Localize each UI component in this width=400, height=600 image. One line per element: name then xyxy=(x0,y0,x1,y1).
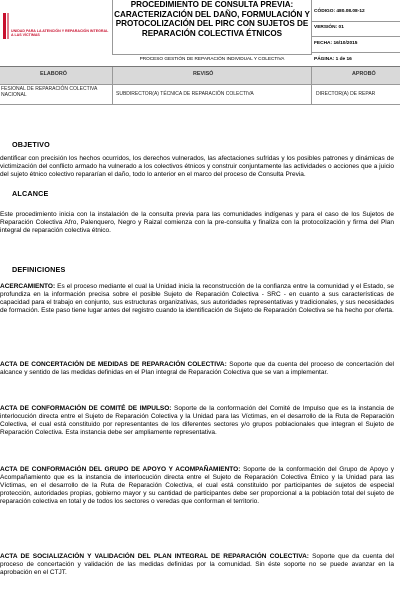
logo-text: UNIDAD PARA LA ATENCIÓN Y REPARACIÓN INTEGRAL A LAS VÍCTIMAS xyxy=(11,29,109,38)
definition-item xyxy=(0,361,394,377)
logo-icon-stripe xyxy=(7,13,9,39)
alcance-text: Este procedimiento inicia con la instalación de la consulta previa para las comunidades indígenas y para el caso de los Sujetos de Reparación Colectiva Afro, Palenquero, Negro y Raizal comienza con la pre-consulta y finaliza con la protocolización y firma del Plan integral de reparación colectiva étnico. xyxy=(0,211,394,235)
definition-item xyxy=(0,283,394,315)
elaboro-value: FESIONAL DE REPARACIÓN COLECTIVA NACIONAL xyxy=(1,86,98,99)
document-title: PROCEDIMIENTO DE CONSULTA PREVIA: CARACTERIZACIÓN DEL DAÑO, FORMULACIÓN Y PROTOCOLIZACIÓN DEL PIRC CON SUJETOS DE REPARACIÓN COLECTIVA ÉTNICOS xyxy=(114,0,310,38)
title-cell xyxy=(113,0,312,61)
definition-item xyxy=(0,553,394,577)
reviso-label: REVISÓ xyxy=(193,71,214,77)
divider xyxy=(311,67,312,104)
logo-cell xyxy=(0,0,113,55)
divider xyxy=(312,36,400,37)
section-title-alcance: ALCANCE xyxy=(12,189,49,198)
definition-text: Soporte de la conformación del Grupo de Apoyo y Acompañamiento que es la instancia de interlocución directa entre el Sujeto de Reparación Colectiva Étnico y la Unidad para las Víctimas, en el desarrollo de la Ruta de Reparación Colectiva, el cual está constituido por participantes de sujetos de especial protección, autoridades propias, gobierno mayor y su cantidad de participantes debe ser proporcional a la población total del sujeto de reparación colectiva en total y de todos los sectores o veredas que conforman el territorio. xyxy=(0,466,394,506)
document-header xyxy=(0,0,400,67)
definition-text: Soporte que da cuenta del proceso de concertación del alcance y sentido de las medidas definidas en el Plan integral de Reparación Colectiva que se van a implementar. xyxy=(0,361,395,377)
definition-term: ACTA DE CONCERTACIÓN DE MEDIDAS DE REPARACIÓN COLECTIVA: xyxy=(0,361,227,368)
definition-term: ACTA DE SOCIALIZACIÓN Y VALIDACIÓN DEL PLAN INTEGRAL DE REPARACIÓN COLECTIVA: xyxy=(0,553,309,560)
document-date: FECHA: 16/10/2015 xyxy=(314,41,358,46)
aprobo-label: APROBÓ xyxy=(352,71,376,77)
definition-term: ACTA DE CONFORMACIÓN DEL GRUPO DE APOYO Y ACOMPAÑAMIENTO: xyxy=(0,466,241,473)
divider xyxy=(312,52,400,53)
document-code: CÓDIGO: 480.08.08-12 xyxy=(314,9,365,14)
page-number: PÁGINA: 1 de 16 xyxy=(314,57,352,62)
aprobo-value: DIRECTOR(A) DE REPAR xyxy=(316,91,376,97)
metadata-cell xyxy=(312,0,400,66)
definition-text: Soporte que da cuenta del proceso de concertación y validación de las medidas definidas por la comunidad. Sin éste soporte no se puede avanzar en la aprobación en el CTJT. xyxy=(0,553,395,577)
section-title-objetivo: OBJETIVO xyxy=(12,140,50,149)
definition-term: ACERCAMIENTO: xyxy=(0,283,56,290)
divider xyxy=(112,67,113,104)
elaboro-label: ELABORÓ xyxy=(40,71,67,77)
logo-icon xyxy=(3,13,6,39)
reviso-value: SUBDIRECTOR(A) TÉCNICA DE REPARACIÓN COLECTIVA xyxy=(116,91,254,97)
definition-term: ACTA DE CONFORMACIÓN DE COMITÉ DE IMPULSO: xyxy=(0,405,172,412)
process-name: PROCESO GESTIÓN DE REPARACIÓN INDIVIDUAL Y COLECTIVA xyxy=(113,54,311,63)
roles-header-row xyxy=(0,67,400,85)
roles-value-row xyxy=(0,85,400,105)
divider xyxy=(312,21,400,22)
document-version: VERSIÓN: 01 xyxy=(314,25,344,30)
definition-text: Es el proceso mediante el cual la Unidad inicia la reconstrucción de la confianza entre la comunidad y el Estado, se profundiza en la información precisa sobre el posible Sujeto de Reparación Colectiva - SRC - en cuanto a sus características de capacidad para el trabajo en conjunto, sus estructuras organizativas, sus autoridades representativas y tradicionales, y sus necesidades de formación. Este paso tiene lugar antes del registro cuando la identificación de Sujeto de Reparación Colectiva se ha hecho por oferta. xyxy=(0,283,394,315)
definition-item xyxy=(0,466,394,506)
section-title-definiciones: DEFINICIONES xyxy=(12,265,66,274)
definition-text: Soporte de la conformación del Comité de Impulso que es la instancia de interlocución directa entre el Sujeto de Reparación Colectiva y la Unidad para las Víctimas, en el desarrollo de la Ruta de Reparación Colectiva, el cual está constituido por representantes de los diferentes sectores y/o grupos poblacionales que integran el Sujeto de Reparación Colectiva. Esta instancia debe ser ampliamente representativa. xyxy=(0,405,394,437)
definition-item xyxy=(0,405,394,437)
objetivo-text: dentificar con precisión los hechos ocurridos, los derechos vulnerados, las afectaciones sufridas y los posibles patrones y dinámicas de victimización del conflicto armado ha vulnerado a los colectivos étnicos y construir conjuntamente las actividades o acciones que a juicio del sujeto étnico colectivo repararían el daño, todo lo anterior en el marco del proceso de Consulta Previa. xyxy=(0,155,394,179)
